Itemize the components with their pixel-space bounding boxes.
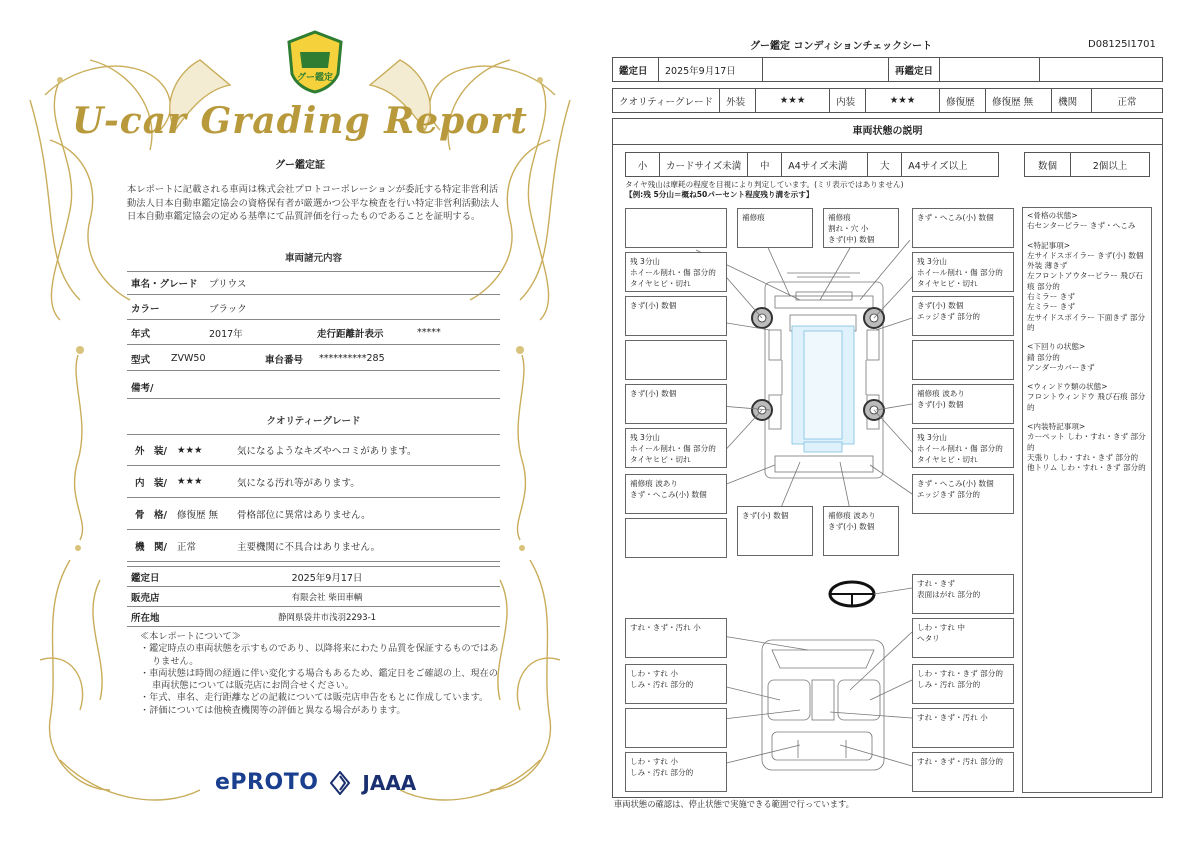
grade-title: クオリティーグレード [266, 416, 361, 427]
interior-text: しわ・すれ・きず 部分的 [917, 669, 1003, 678]
logos [215, 770, 416, 795]
interior-text: へタリ [917, 634, 940, 643]
tire-text: 残 3分山 [917, 433, 948, 442]
damage-text: きず・へこみ(小) 数個 [917, 213, 994, 222]
grade-value: 正常 [177, 541, 197, 553]
note-item: ・評価については他検査機関等の評価と異なる場合があります。 [140, 704, 406, 716]
interior-text: しわ・すれ 小 [630, 669, 678, 678]
spec-row-year [127, 321, 500, 345]
damage-text: 補修痕 波あり [630, 479, 678, 488]
damage-box-right-quarter [912, 474, 1014, 514]
interior-label: 内装 [830, 89, 866, 113]
address-value: 静岡県袋井市浅羽2293-1 [277, 612, 377, 623]
note-item: ・年式、車名、走行距離などの記載については販売店申告をもとに作成しています。 [140, 692, 489, 704]
legend-small-desc: カードサイズ未満 [660, 153, 748, 177]
tire-box-rear-left [625, 428, 727, 468]
spec-value: **********285 [319, 353, 385, 364]
address-row [127, 607, 500, 627]
checksheet-title: グー鑑定 コンディションチェックシート [750, 41, 933, 52]
damage-box-left-fender [625, 296, 727, 336]
interior-box-driver-seat [912, 618, 1014, 658]
tire-text: ホイール削れ・傷 部分的 [630, 444, 716, 453]
proto-logo-text: PROTO [230, 770, 319, 795]
damage-text: きず(小) 数個 [917, 301, 964, 310]
legend-small: 小 [626, 153, 660, 177]
date-label: 鑑定日 [613, 58, 659, 82]
report-script-title: U-car Grading Report [72, 100, 528, 142]
remarks-underbody: <下回りの状態> 錆 部分的 アンダーカバーきず [1027, 342, 1095, 372]
damage-box-trunk [823, 506, 899, 556]
note-item: ・車両状態は時間の経過に伴い変化する場合もあるため、鑑定日をご確認の上、現在の車両状態については販売店にお問合せください。 [140, 667, 498, 692]
damage-box-front-right [912, 208, 1014, 248]
badge-label: グー鑑定 [296, 73, 334, 83]
grade-text: 骨格部位に異常はありません。 [237, 509, 371, 521]
engine-value: 正常 [1092, 89, 1163, 113]
certificate-body: 本レポートに記載される車両は株式会社プロトコーポレーションが委託する特定非営利活動法人日本自動車鑑定協会の資格保有者が厳選かつ公平な検査を行い特定非営利活動法人日本自動車鑑定協会の定める基準にて品質評価を行ったものであることを証明する。 [127, 184, 499, 222]
interior-box-right-trim [912, 664, 1014, 704]
tire-text: 残 3分山 [917, 257, 948, 266]
damage-box-front-bumper [737, 208, 813, 248]
damage-text: きず(小) 数個 [742, 511, 789, 520]
tire-text: タイヤヒビ・切れ [917, 455, 978, 464]
grade-label: 機 関/ [135, 541, 167, 553]
spec-value: プリウス [209, 279, 247, 290]
spec-value: ***** [417, 327, 441, 338]
interior-value: ★★★ [866, 89, 940, 113]
goo-appraisal-badge-icon [286, 30, 344, 94]
damage-text: 割れ・穴 小 [828, 224, 869, 233]
damage-text: きず(小) 数個 [917, 400, 964, 409]
interior-box-rear-trim [912, 752, 1014, 792]
tire-text: 残 3分山 [630, 257, 661, 266]
specs-title: 車両諸元内容 [284, 253, 342, 264]
tire-text: タイヤヒビ・切れ [630, 279, 691, 288]
damage-box-hood [823, 208, 899, 248]
damage-text: きず・へこみ(小) 数個 [630, 490, 707, 499]
interior-text: すれ・きず [917, 579, 955, 588]
spec-label: 備考/ [131, 382, 154, 394]
notes-title: ≪本レポートについて≫ [140, 631, 241, 642]
report-notes [140, 631, 505, 717]
interior-text: しわ・すれ 中 [917, 623, 965, 632]
tire-box-rear-right [912, 428, 1014, 468]
damage-text: きず・へこみ(小) 数個 [917, 479, 994, 488]
steering-wheel-box [912, 574, 1014, 614]
spec-label: 型式 [131, 354, 151, 366]
grade-value: ★★★ [177, 476, 203, 487]
damage-text: きず(小) 数個 [630, 389, 677, 398]
tire-text: ホイール削れ・傷 部分的 [917, 444, 1003, 453]
condition-title: 車両状態の説明 [612, 118, 1163, 145]
interior-box-rear-seat [625, 752, 727, 792]
grade-value: ★★★ [177, 444, 203, 456]
dealer-row [127, 587, 500, 607]
proto-logo: ePROTO [215, 770, 319, 795]
damage-box-left-rear-door [625, 384, 727, 424]
damage-box-rear-bumper [737, 506, 813, 556]
interior-text: しみ・汚れ 部分的 [630, 768, 694, 777]
spec-label: 車名・グレード [131, 279, 198, 290]
damage-text: きず(中) 数個 [828, 235, 875, 244]
interior-text: しみ・汚れ 部分的 [917, 680, 981, 689]
legend-medium: 中 [748, 153, 782, 177]
interior-text: 表面はがれ 部分的 [917, 590, 981, 599]
repair-label: 修復歴 [940, 89, 986, 113]
tire-note-line: 【例:残 5分山＝概ね50パーセント程度残り溝を示す】 [625, 190, 814, 199]
quality-label: クオリティーグレード [613, 89, 720, 113]
date-value: 2025年9月17日 [659, 58, 763, 82]
damage-box-left-front-door [625, 340, 727, 380]
damage-text: 補修痕 波あり [917, 389, 965, 398]
interior-text: すれ・きず・汚れ 小 [630, 623, 701, 632]
grade-label: 骨 格/ [135, 509, 167, 521]
jaaa-mark-icon [330, 771, 350, 795]
spec-row-name [127, 271, 500, 295]
grade-value: 修復歴 無 [177, 509, 219, 521]
reappraisal-label: 再鑑定日 [889, 58, 940, 82]
remarks-windows: <ウィンドウ類の状態> フロントウィンドウ 飛び石痕 部分的 [1027, 382, 1146, 412]
grade-row-interior [127, 466, 500, 498]
legend-medium-desc: A4サイズ未満 [782, 153, 868, 177]
legend-count-desc: 2個以上 [1071, 153, 1150, 177]
grade-label: 外 装/ [135, 446, 167, 457]
grade-text: 気になるようなキズやヘコミがあります。 [237, 446, 417, 457]
spec-row-model [127, 347, 500, 371]
spec-label: 車台番号 [265, 354, 304, 366]
footnote: 車両状態の確認は、停止状態で実施できる範囲で行っています。 [614, 799, 854, 809]
spec-value: 2017年 [209, 328, 243, 340]
exterior-value: ★★★ [756, 89, 830, 113]
damage-box-right-rear-door [912, 384, 1014, 424]
remarks-panel [1022, 207, 1152, 793]
damage-text: 補修痕 [828, 213, 851, 222]
appraisal-date-row [127, 566, 500, 587]
repair-value: 修復歴 無 [986, 89, 1052, 113]
damage-text: きず(小) 数個 [828, 522, 875, 531]
engine-label: 機関 [1052, 89, 1092, 113]
interior-box-dashboard [625, 618, 727, 658]
tire-note-line: タイヤ残山は摩耗の程度を目視により判定しています。(ミリ表示ではありません) [625, 180, 904, 189]
interior-box-left-trim [625, 708, 727, 748]
damage-text: エッジきず 部分的 [917, 312, 981, 321]
legend-large: 大 [868, 153, 902, 177]
date-label: 鑑定日 [131, 572, 160, 584]
remarks-frame: <骨格の状態> 右センターピラー きず・へこみ [1027, 211, 1136, 231]
spec-value: ZVW50 [171, 353, 206, 364]
damage-text: エッジきず 部分的 [917, 490, 981, 499]
tire-text: ホイール削れ・傷 部分的 [630, 268, 716, 277]
jaaa-logo-text: JAAA [362, 770, 417, 795]
grade-label: 内 装/ [135, 477, 167, 489]
dealer-value: 有限会社 柴田車輌 [291, 592, 363, 603]
interior-text: しわ・すれ 小 [630, 757, 678, 766]
document-id: D08125I1701 [1088, 39, 1156, 50]
grade-row-frame [127, 498, 500, 530]
interior-box-passenger-seat [625, 664, 727, 704]
tire-text: タイヤヒビ・切れ [630, 455, 691, 464]
interior-box-console [912, 708, 1014, 748]
note-item: ・鑑定時点の車両状態を示すものであり、以降将来にわたり品質を保証するものではありません。 [140, 643, 499, 667]
interior-text: すれ・きず・汚れ 部分的 [917, 757, 1003, 766]
interior-text: しみ・汚れ 部分的 [630, 680, 694, 689]
grade-text: 主要機関に不具合はありません。 [237, 541, 381, 553]
damage-box-right-fender [912, 296, 1014, 336]
damage-box-front-left [625, 208, 727, 248]
tire-box-front-right [912, 252, 1014, 292]
spec-label: 走行距離計表示 [317, 328, 384, 340]
damage-box-right-front-door [912, 340, 1014, 380]
damage-text: 補修痕 [742, 213, 765, 222]
spec-row-remarks [127, 375, 500, 399]
damage-box-rear-left [625, 518, 727, 558]
spec-value: ブラック [209, 303, 247, 315]
grade-row-exterior [127, 434, 500, 466]
damage-text: 補修痕 波あり [828, 511, 876, 520]
exterior-label: 外装 [720, 89, 756, 113]
grade-row-engine [127, 530, 500, 562]
certificate-heading: グー鑑定証 [275, 160, 325, 171]
date-value: 2025年9月17日 [291, 572, 363, 584]
grade-text: 気になる汚れ等があります。 [237, 477, 360, 489]
spec-label: 年式 [131, 328, 151, 340]
dealer-label: 販売店 [131, 592, 160, 604]
tire-text: タイヤヒビ・切れ [917, 279, 978, 288]
tire-text: ホイール削れ・傷 部分的 [917, 268, 1003, 277]
tire-box-front-left [625, 252, 727, 292]
tire-text: 残 3分山 [630, 433, 661, 442]
spec-label: カラー [131, 303, 160, 315]
legend-large-desc: A4サイズ以上 [902, 153, 999, 177]
address-label: 所在地 [131, 612, 160, 624]
damage-text: きず(小) 数個 [630, 301, 677, 310]
damage-box-left-quarter [625, 474, 727, 514]
remarks-special: <特記事項> 左サイドスポイラー きず(小) 数個 外装 薄きず 左フロントアウターピラー 飛び石痕 部分的 右ミラー きず 左ミラー きず 左サイドスポイラー 下面きず 部分的 [1027, 240, 1146, 332]
spec-row-color [127, 296, 500, 320]
legend-count: 数個 [1025, 153, 1071, 177]
interior-text: すれ・きず・汚れ 小 [917, 713, 988, 722]
remarks-interior: <内装特記事項> カーペット しわ・すれ・きず 部分的 天張り しわ・すれ・きず 部分的 他トリム しわ・すれ・きず 部分的 [1027, 422, 1146, 473]
